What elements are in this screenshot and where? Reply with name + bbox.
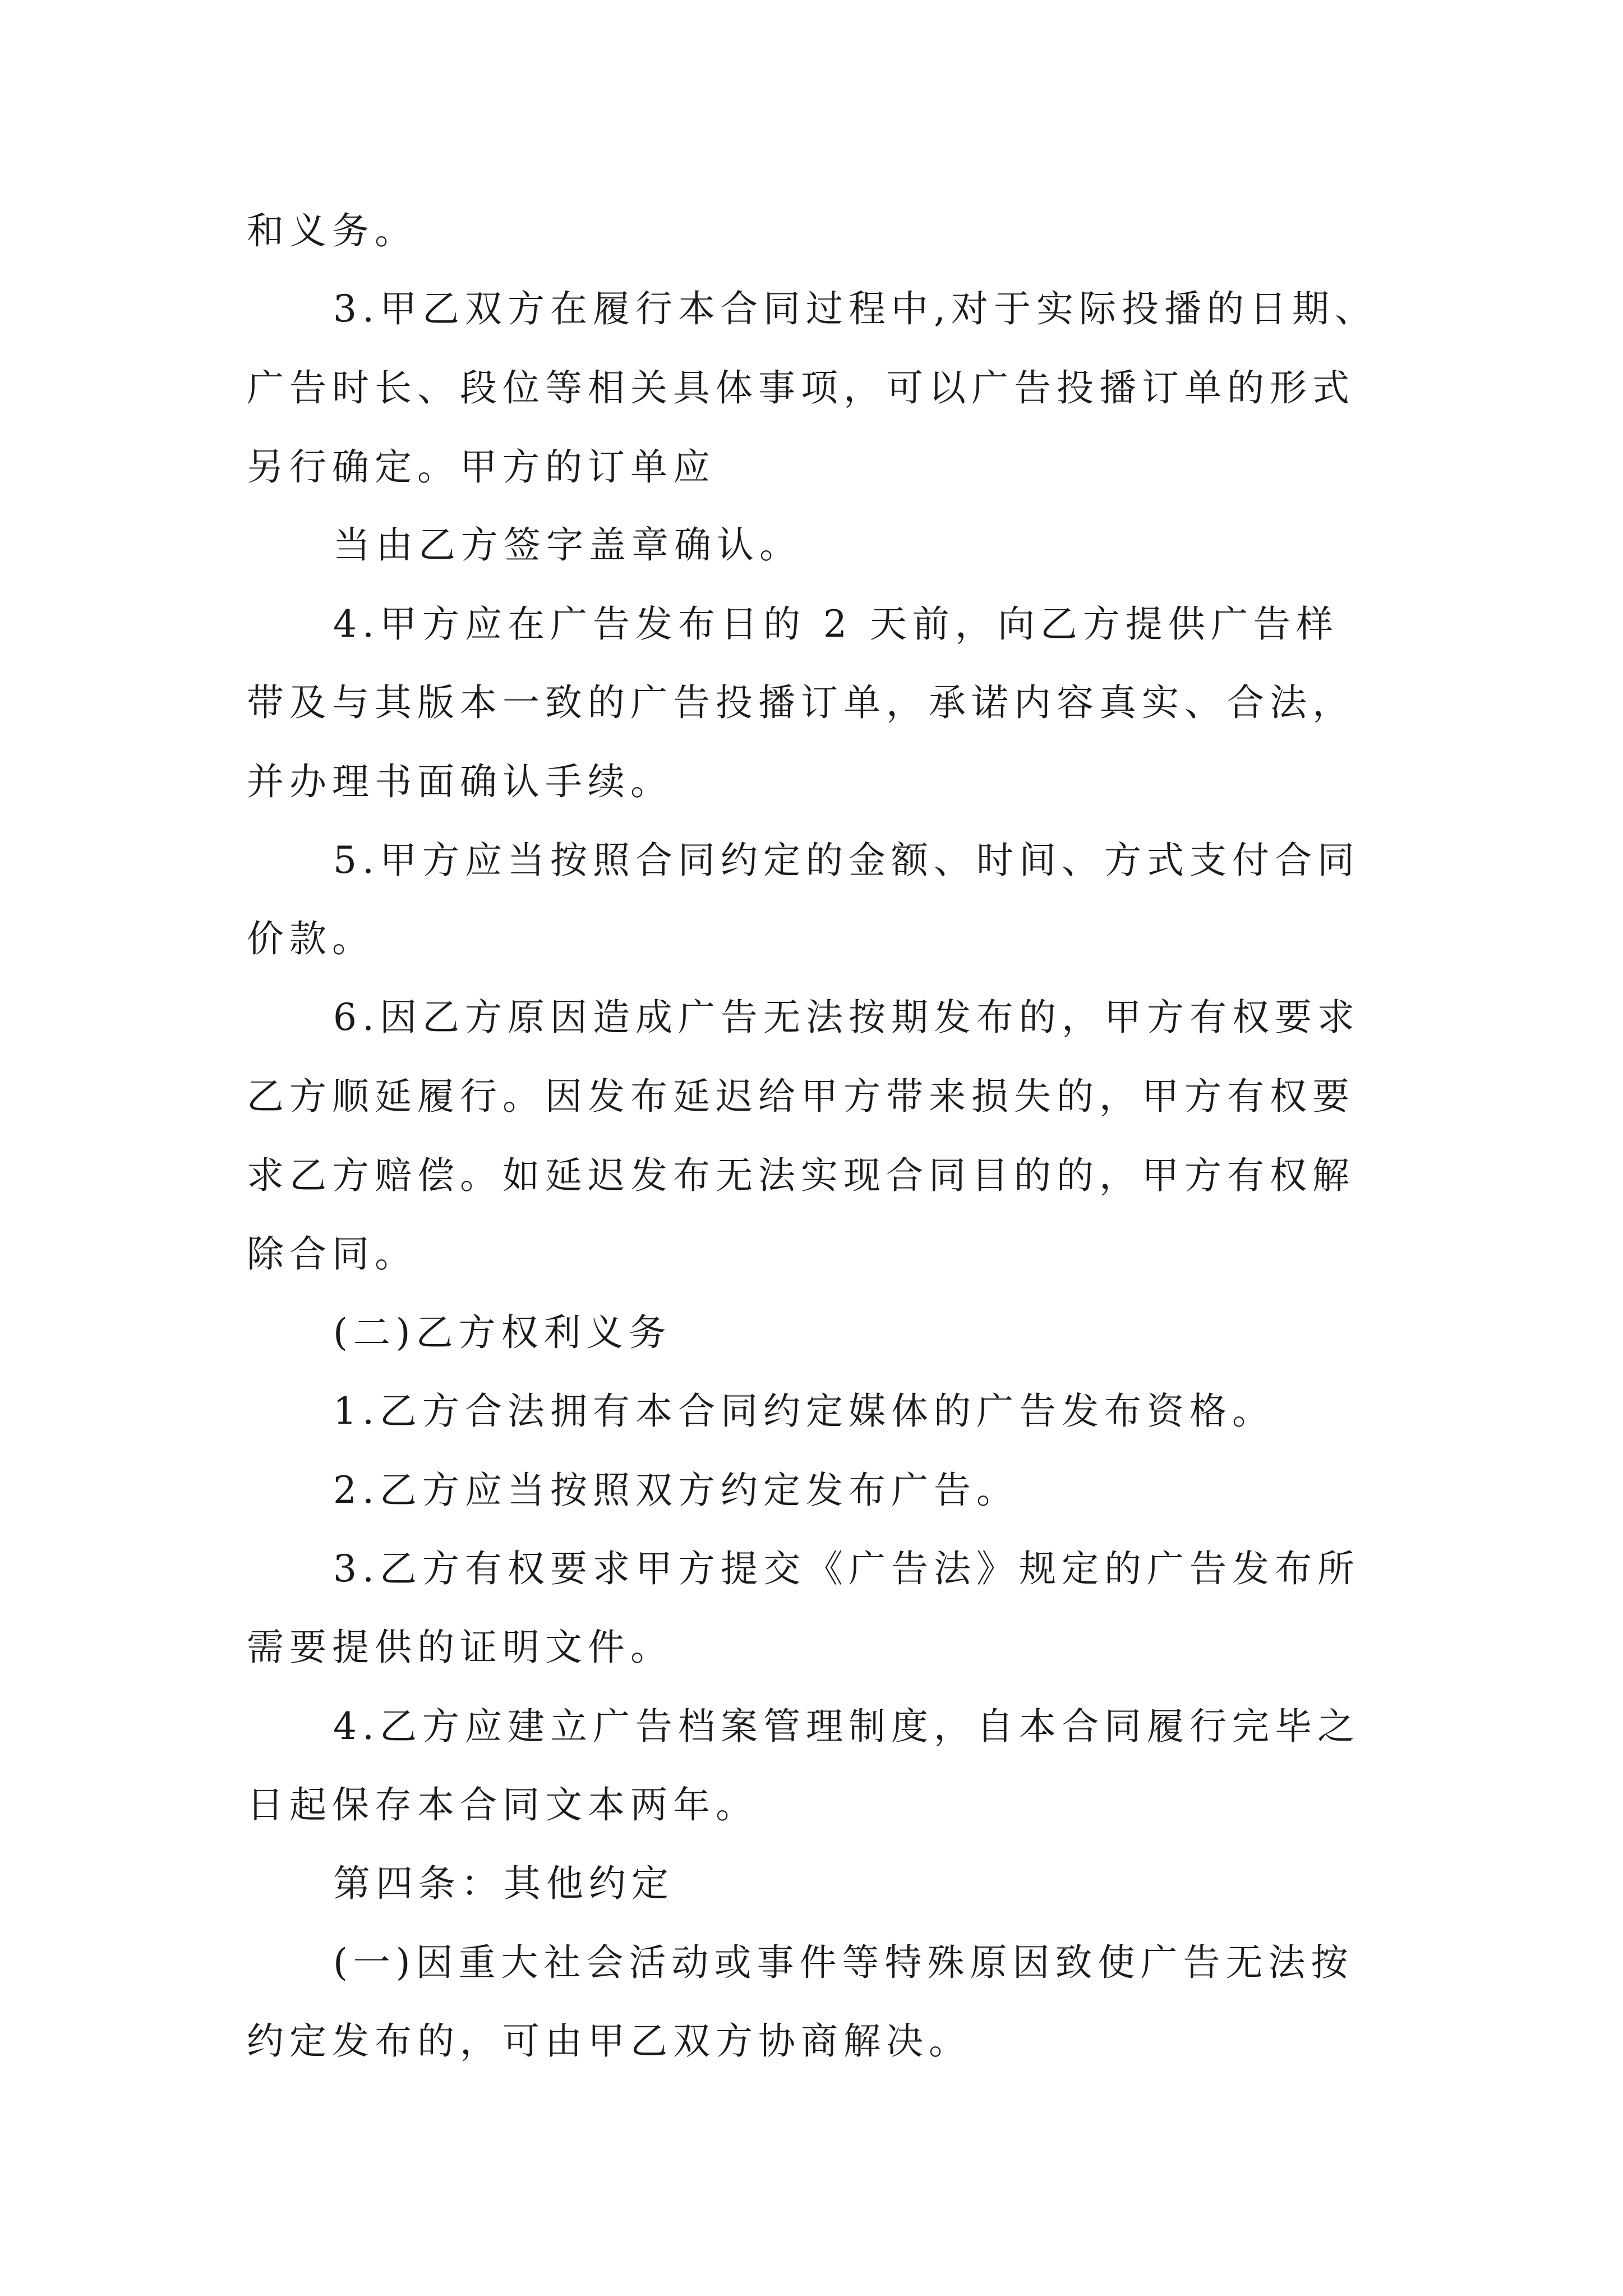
- text-line: 带及与其版本一致的广告投播订单，承诺内容真实、合法，: [247, 681, 1355, 724]
- article-heading: 第四条：其他约定: [333, 1862, 674, 1905]
- text-line: 5.甲方应当按照合同约定的金额、时间、方式支付合同: [333, 839, 1360, 882]
- text-line: 日起保存本合同文本两年。: [247, 1783, 758, 1826]
- text-line: 当由乙方签字盖章确认。: [333, 523, 802, 567]
- text-line: 6.因乙方原因造成广告无法按期发布的，甲方有权要求: [333, 996, 1360, 1039]
- text-line: 2.乙方应当按照双方约定发布广告。: [333, 1469, 1019, 1512]
- text-line: 求乙方赔偿。如延迟发布无法实现合同目的的，甲方有权解: [247, 1154, 1355, 1197]
- text-line: 并办理书面确认手续。: [247, 760, 673, 803]
- text-line: 4.甲方应在广告发布日的 2 天前，向乙方提供广告样: [333, 602, 1339, 646]
- text-line: 约定发布的，可由甲乙双方协商解决。: [247, 2019, 971, 2063]
- text-line: 价款。: [247, 917, 375, 960]
- section-heading: (二)乙方权利义务: [333, 1311, 672, 1354]
- text-line: 乙方顺延履行。因发布延迟给甲方带来损失的，甲方有权要: [247, 1075, 1355, 1118]
- text-line: 需要提供的证明文件。: [247, 1626, 673, 1669]
- text-line: (一)因重大社会活动或事件等特殊原因致使广告无法按: [333, 1941, 1354, 1984]
- text-line: 1.乙方合法拥有本合同约定媒体的广告发布资格。: [333, 1389, 1275, 1433]
- text-line: 3.甲乙双方在履行本合同过程中,对于实际投播的日期、: [333, 287, 1377, 330]
- text-line: 4.乙方应建立广告档案管理制度，自本合同履行完毕之: [333, 1705, 1360, 1748]
- text-line: 除合同。: [247, 1232, 417, 1276]
- text-line: 3.乙方有权要求甲方提交《广告法》规定的广告发布所: [333, 1547, 1360, 1590]
- text-line: 另行确定。甲方的订单应: [247, 445, 716, 489]
- text-line: 广告时长、段位等相关具体事项，可以广告投播订单的形式: [247, 366, 1355, 409]
- text-line: 和义务。: [247, 209, 417, 252]
